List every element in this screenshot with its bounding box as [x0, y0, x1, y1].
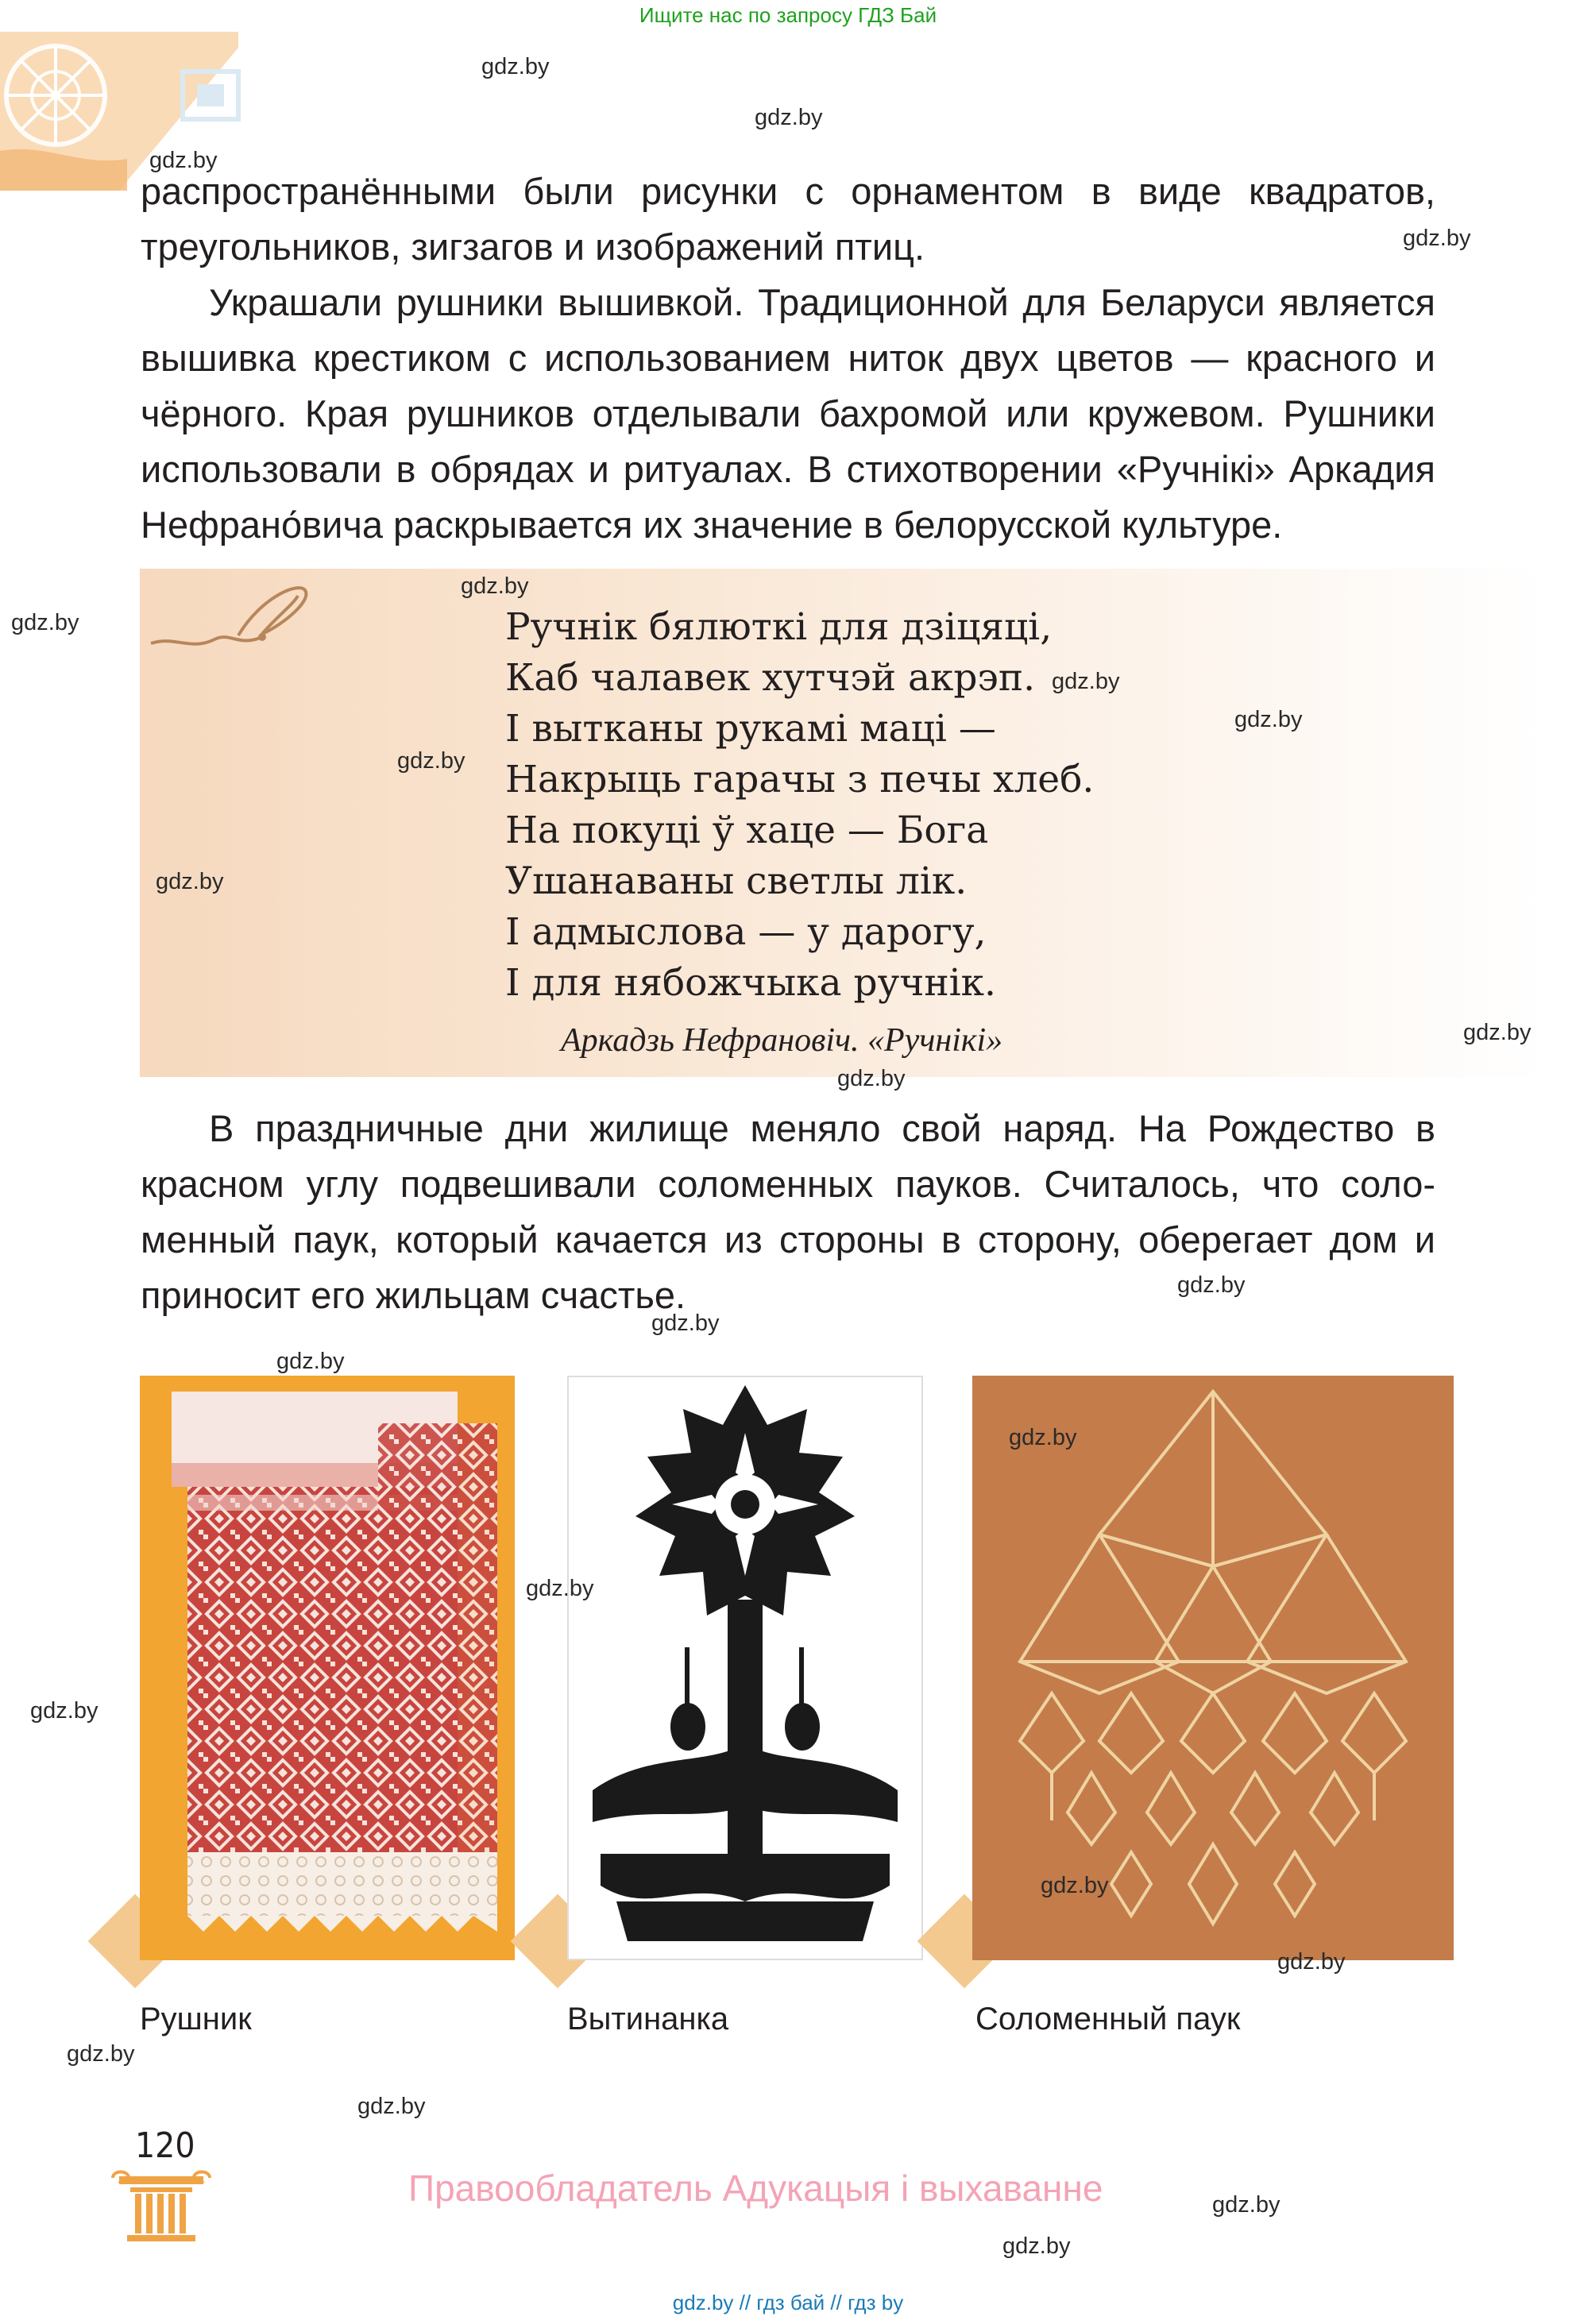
watermark: gdz.by	[481, 54, 550, 79]
paragraph-2	[141, 275, 1435, 553]
watermark: gdz.by	[156, 869, 224, 894]
paragraph-line: чёрного. Края рушников отделывали бахромой или кружевом. Рушники	[141, 392, 1435, 434]
poem-line: На покуці ў хаце — Бога	[505, 809, 989, 852]
watermark: gdz.by	[11, 610, 79, 635]
rights-holder-text: Правообладатель Адукацыя і выхаванне	[408, 2168, 1103, 2209]
footer-links[interactable]: gdz.by // гдз бай // гдз by	[672, 2291, 904, 2314]
quill-ornament-icon	[143, 572, 318, 667]
poem-line: Каб чалавек хутчэй акрэп.	[505, 656, 1036, 700]
caption-straw-spider: Соломенный паук	[975, 2002, 1241, 2036]
page-number: 120	[135, 2125, 195, 2166]
paragraph-line: вышивка крестиком с использованием ниток двух цветов — красного и	[141, 337, 1435, 379]
paragraph-line: менный паук, который качается из стороны в сторону, оберегает дом и	[141, 1218, 1435, 1260]
watermark: gdz.by	[1234, 707, 1303, 732]
watermark: gdz.by	[30, 1698, 98, 1724]
paragraph-line: В праздничные дни жилище меняло свой наряд. На Рождество в	[209, 1107, 1435, 1149]
paragraph-1	[141, 164, 1435, 275]
watermark: gdz.by	[461, 573, 529, 599]
watermark: gdz.by	[1212, 2192, 1280, 2218]
watermark: gdz.by	[1403, 226, 1471, 251]
paragraph-line: приносит его жильцам счастье.	[141, 1274, 686, 1316]
paragraph-line: красном углу подвешивали соломенных пауков. Считалось, что соло-	[141, 1163, 1435, 1205]
paragraph-line: использовали в обрядах и ритуалах. В стихотворении «Ручнікі» Аркадия	[141, 448, 1435, 490]
paragraph-line: треугольников, зигзагов и изображений птиц.	[141, 226, 925, 268]
poem-line: І вытканы рукамі маці —	[505, 707, 996, 751]
paragraph-line: Нефрано́вича раскрывается их значение в белорусской культуре.	[141, 504, 1283, 546]
watermark: gdz.by	[755, 105, 823, 130]
watermark: gdz.by	[1009, 1425, 1077, 1450]
top-banner[interactable]: Ищите нас по запросу ГДЗ Бай	[639, 3, 937, 27]
watermark: gdz.by	[357, 2094, 426, 2119]
poem-line: І адмыслова — у дарогу,	[505, 910, 987, 954]
watermark: gdz.by	[67, 2041, 135, 2067]
watermark: gdz.by	[1052, 669, 1120, 694]
watermark: gdz.by	[1041, 1873, 1109, 1898]
poem-line: Ушанаваны светлы лік.	[505, 859, 968, 903]
caption-vytinanka: Вытинанка	[567, 2002, 729, 2036]
paragraph-line: Украшали рушники вышивкой. Традиционной для Беларуси является	[209, 281, 1435, 323]
caption-rushnik: Рушник	[140, 2002, 252, 2036]
watermark: gdz.by	[1177, 1272, 1246, 1298]
poem	[505, 602, 1094, 1009]
poem-line: Накрыць гарачы з печы хлеб.	[505, 758, 1095, 801]
column-icon	[110, 2170, 213, 2243]
poem-author: Аркадзь Нефрановіч. «Ручнікі»	[561, 1022, 1003, 1059]
watermark: gdz.by	[651, 1311, 720, 1336]
rushnik-photo	[140, 1376, 515, 1960]
watermark: gdz.by	[526, 1576, 594, 1601]
watermark: gdz.by	[1277, 1949, 1346, 1975]
paragraph-line: распространёнными были рисунки с орнаментом в виде квадратов,	[141, 170, 1435, 212]
watermark: gdz.by	[397, 748, 465, 774]
vytinanka-photo	[567, 1376, 923, 1960]
watermark: gdz.by	[276, 1349, 345, 1374]
watermark: gdz.by	[1002, 2233, 1071, 2259]
poem-line: І для нябожчыка ручнік.	[505, 961, 996, 1005]
watermark: gdz.by	[837, 1066, 906, 1091]
watermark: gdz.by	[149, 148, 218, 173]
watermark: gdz.by	[1463, 1020, 1532, 1045]
poem-line: Ручнік бялюткі для дзіцяці,	[505, 605, 1053, 649]
